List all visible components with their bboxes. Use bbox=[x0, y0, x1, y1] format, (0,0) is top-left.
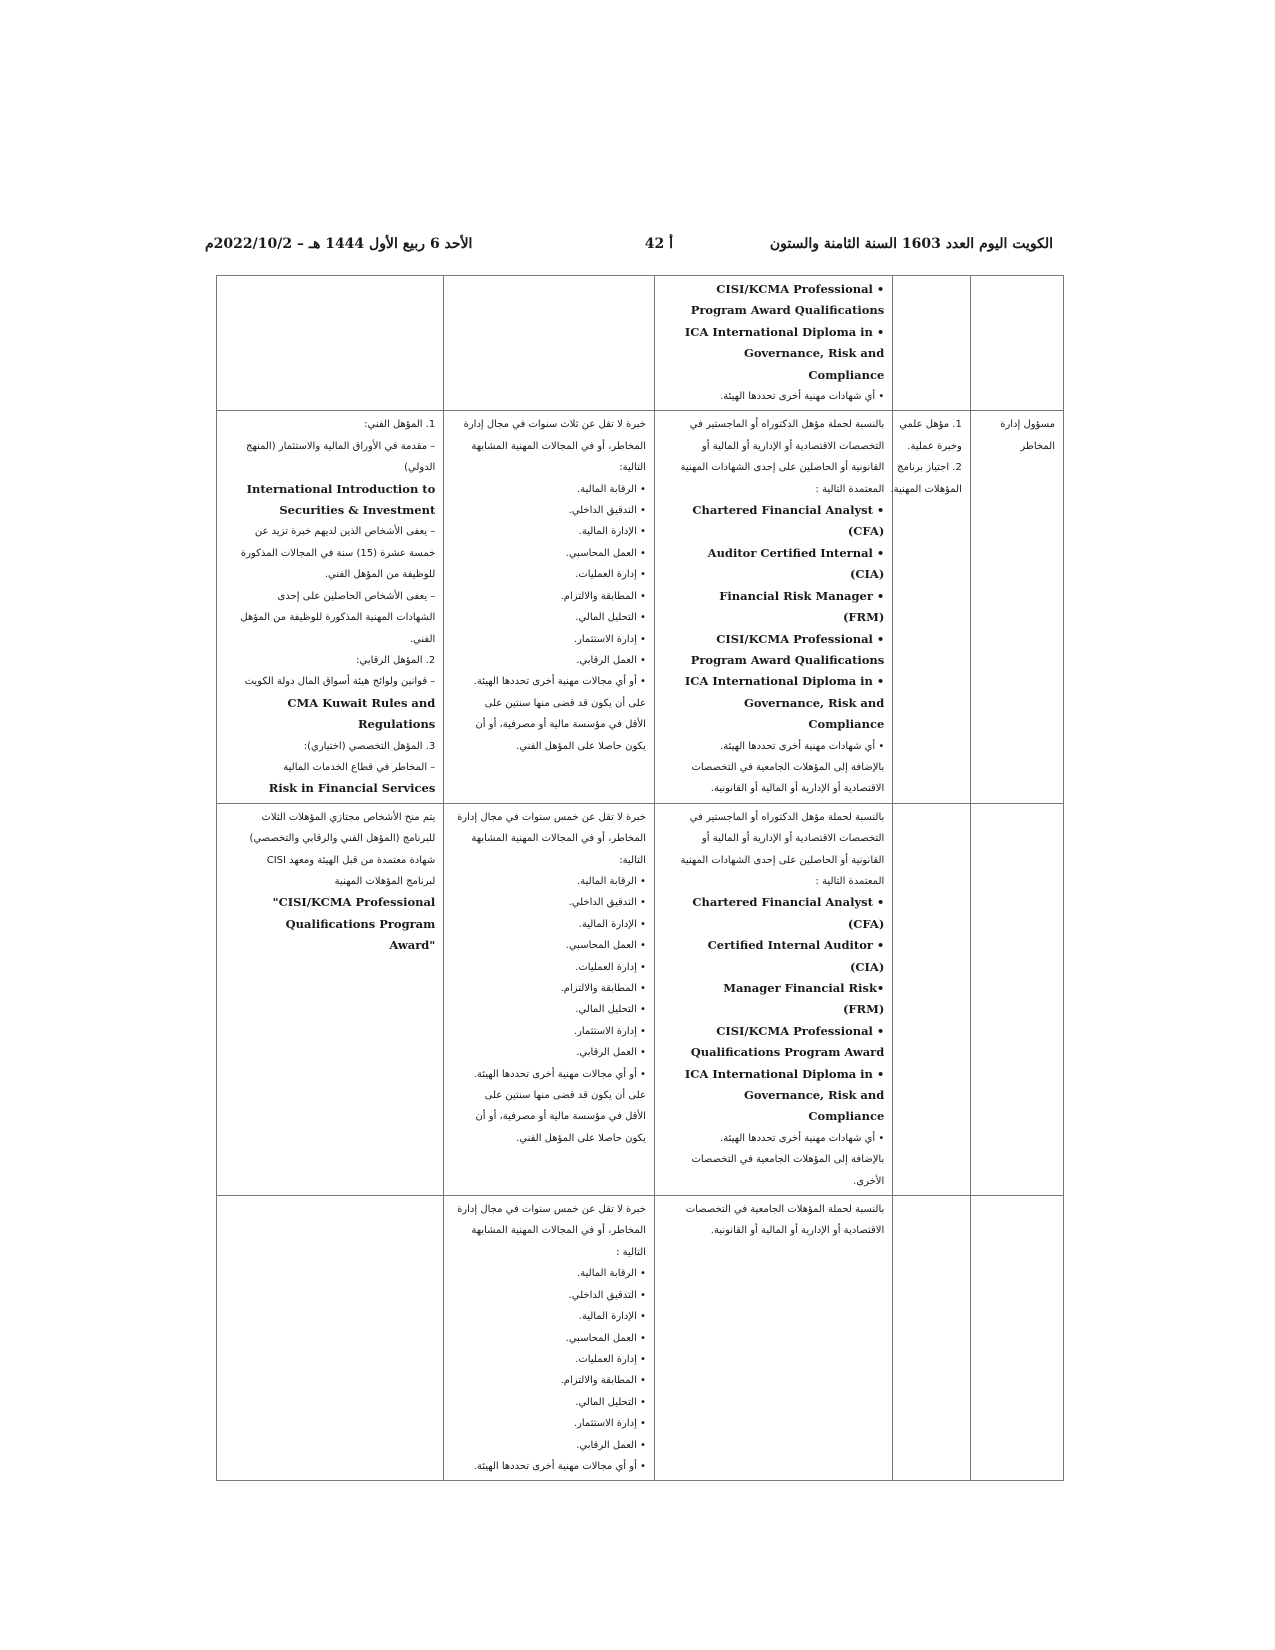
text-line: المعتمدة التالية : bbox=[815, 483, 885, 495]
certification-line: Compliance bbox=[808, 717, 885, 732]
certification-line: Auditor Certified Internal • bbox=[707, 545, 885, 560]
certification-line: (FRM) bbox=[842, 1002, 885, 1017]
text-line: المخاطر bbox=[1020, 440, 1055, 452]
text-line: • العمل المحاسبي. bbox=[565, 1332, 646, 1344]
text-line: • إدارة العمليات. bbox=[575, 1353, 646, 1365]
cell-requirements bbox=[890, 411, 971, 803]
certification-line: (CIA) bbox=[849, 959, 885, 974]
text-line: • المطابقة والالتزام. bbox=[560, 1375, 646, 1387]
text-line: لبرنامج المؤهلات المهنية bbox=[334, 875, 436, 887]
certification-line: Program Award Qualifications bbox=[690, 652, 885, 667]
certification-line: ICA International Diploma in • bbox=[684, 674, 885, 689]
text-line: التخصصات الاقتصادية أو الإدارية أو المالية أو bbox=[701, 440, 885, 452]
text-line: 2. المؤهل الرقابي: bbox=[356, 654, 436, 666]
cell-academic-qualifications bbox=[654, 276, 892, 411]
certification-line: Compliance bbox=[808, 367, 885, 382]
cell-academic-qualifications bbox=[654, 411, 892, 803]
text-line: مسؤول إدارة bbox=[1000, 419, 1055, 431]
text-line: • إدارة الاستثمار. bbox=[573, 1418, 646, 1430]
cell-requirements bbox=[893, 276, 971, 411]
certification-line: "CISI/KCMA Professional bbox=[272, 895, 436, 910]
text-line: • الرقابة المالية. bbox=[577, 1268, 646, 1280]
text-line: • إدارة العمليات. bbox=[575, 569, 646, 581]
text-line: يكون حاصلا على المؤهل الفني. bbox=[516, 740, 646, 752]
text-line: التالية: bbox=[619, 854, 646, 866]
text-line: 2. اجتياز برنامج bbox=[897, 462, 962, 474]
certification-line: Regulations bbox=[358, 717, 436, 732]
text-line: • إدارة الاستثمار. bbox=[573, 633, 646, 645]
text-line: الأقل في مؤسسة مالية أو مصرفية، أو أن bbox=[475, 1111, 646, 1123]
text-line: على أن يكون قد قضى منها سنتين على bbox=[484, 697, 646, 709]
certification-line: ICA International Diploma in • bbox=[684, 1066, 885, 1081]
text-line: التالية : bbox=[616, 1246, 646, 1258]
certification-line: Chartered Financial Analyst • bbox=[692, 503, 885, 518]
certification-line: CISI/KCMA Professional • bbox=[716, 631, 885, 646]
text-line: الأقل في مؤسسة مالية أو مصرفية، أو أن bbox=[475, 719, 646, 731]
text-line: يتم منح الأشخاص مجتازي المؤهلات الثلاث bbox=[261, 811, 436, 823]
text-line: • العمل الرقابي. bbox=[576, 1047, 646, 1059]
text-line: • الرقابة المالية. bbox=[577, 875, 646, 887]
certification-line: Program Award Qualifications bbox=[690, 303, 885, 318]
cell-professional-program bbox=[217, 411, 444, 803]
text-line: • أو أي مجالات مهنية أخرى تحددها الهيئة. bbox=[473, 676, 646, 688]
text-line: • المطابقة والالتزام. bbox=[560, 590, 646, 602]
text-line: • العمل الرقابي. bbox=[576, 654, 646, 666]
table-row bbox=[217, 411, 1064, 803]
certification-line: Qualifications Program bbox=[285, 916, 436, 931]
certification-line: Governance, Risk and bbox=[744, 695, 885, 710]
certification-line: (FRM) bbox=[842, 610, 885, 625]
text-line: خمسة عشرة (15) سنة في المجالات المذكورة bbox=[240, 547, 436, 559]
cell-academic-qualifications bbox=[654, 1196, 892, 1481]
text-line: • أي شهادات مهنية أخرى تحددها الهيئة. bbox=[720, 1132, 885, 1144]
table-row bbox=[217, 1196, 1064, 1481]
text-line: • أو أي مجالات مهنية أخرى تحددها الهيئة. bbox=[473, 1460, 646, 1472]
text-line: خبرة لا تقل عن ثلاث سنوات في مجال إدارة bbox=[463, 419, 646, 431]
text-line: • الإدارة المالية. bbox=[578, 526, 646, 538]
text-line: • التدقيق الداخلي. bbox=[568, 897, 646, 909]
text-line: 3. المؤهل التخصصي (اختياري): bbox=[303, 740, 436, 752]
certification-line: (CFA) bbox=[847, 524, 885, 539]
text-line: خبرة لا تقل عن خمس سنوات في مجال إدارة bbox=[457, 811, 646, 823]
gazette-title: الكويت اليوم العدد 1603 السنة الثامنة والستون bbox=[769, 236, 1053, 252]
certification-line: Chartered Financial Analyst • bbox=[692, 895, 885, 910]
certification-line: Financial Risk Manager • bbox=[719, 588, 885, 603]
text-line: • الإدارة المالية. bbox=[578, 1311, 646, 1323]
cell-experience bbox=[444, 803, 655, 1195]
cell-job-title bbox=[970, 411, 1063, 803]
text-line: شهادة معتمدة من قبل الهيئة ومعهد CISI bbox=[266, 854, 436, 866]
table-row bbox=[217, 276, 1064, 411]
text-line: بالإضافة إلى المؤهلات الجامعية في التخصصات bbox=[691, 1154, 885, 1166]
text-line: • أي شهادات مهنية أخرى تحددها الهيئة. bbox=[720, 391, 885, 403]
certification-line: Qualifications Program Award bbox=[690, 1045, 885, 1060]
text-line: – مقدمة في الأوراق المالية والاستثمار (المنهج bbox=[246, 440, 436, 452]
text-line: يكون حاصلا على المؤهل الفني. bbox=[516, 1132, 646, 1144]
cell-job-title bbox=[970, 1196, 1063, 1481]
certification-line: International Introduction to bbox=[246, 481, 436, 496]
cell-professional-program bbox=[217, 276, 444, 411]
cell-experience bbox=[444, 411, 655, 803]
text-line: المخاطر، أو في المجالات المهنية المشابهة bbox=[471, 833, 646, 845]
certification-line: Governance, Risk and bbox=[744, 1088, 885, 1103]
issue-date: الأحد 6 ربيع الأول 1444 هـ – 2022/10/2م bbox=[205, 236, 473, 252]
text-line: بالنسبة لحملة مؤهل الدكتوراه أو الماجستير في bbox=[689, 419, 885, 431]
text-line: • التدقيق الداخلي. bbox=[568, 1289, 646, 1301]
cell-experience bbox=[444, 1196, 655, 1481]
certification-line: Award" bbox=[389, 938, 436, 953]
text-line: الشهادات المهنية المذكورة للوظيفة من المؤهل bbox=[240, 612, 436, 624]
text-line: • التحليل المالي. bbox=[575, 612, 646, 624]
text-line: • العمل الرقابي. bbox=[576, 1439, 646, 1451]
text-line: – يعفى الأشخاص الحاصلين على إحدى bbox=[277, 590, 436, 602]
qualifications-table bbox=[216, 275, 1064, 1481]
text-line: • العمل المحاسبي. bbox=[565, 547, 646, 559]
text-line: القانونية أو الحاصلين على إحدى الشهادات المهنية bbox=[680, 854, 885, 866]
certification-line: (CIA) bbox=[849, 567, 885, 582]
cell-requirements bbox=[893, 803, 971, 1195]
text-line: • التدقيق الداخلي. bbox=[568, 505, 646, 517]
page-number: أ 42 bbox=[644, 236, 673, 252]
table-row bbox=[217, 803, 1064, 1195]
text-line: • أو أي مجالات مهنية أخرى تحددها الهيئة. bbox=[473, 1068, 646, 1080]
cell-job-title bbox=[970, 276, 1063, 411]
text-line: • العمل المحاسبي. bbox=[565, 940, 646, 952]
text-line: • إدارة الاستثمار. bbox=[573, 1025, 646, 1037]
text-line: 1. المؤهل الفني: bbox=[364, 419, 436, 431]
text-line: للوظيفة من المؤهل الفني. bbox=[324, 569, 436, 581]
certification-line: CISI/KCMA Professional • bbox=[716, 1023, 885, 1038]
text-line: • الإدارة المالية. bbox=[578, 918, 646, 930]
certification-line: Risk in Financial Services bbox=[268, 781, 436, 796]
page-header bbox=[205, 236, 1053, 260]
cell-professional-program bbox=[217, 1196, 444, 1481]
certification-line: CMA Kuwait Rules and bbox=[287, 695, 436, 710]
text-line: المعتمدة التالية : bbox=[815, 875, 885, 887]
text-line: وخبرة عملية. bbox=[907, 440, 962, 452]
text-line: للبرنامج (المؤهل الفني والرقابي والتخصصي) bbox=[249, 833, 436, 845]
certification-line: CISI/KCMA Professional • bbox=[716, 282, 885, 296]
text-line: بالإضافة إلى المؤهلات الجامعية في التخصصات bbox=[691, 761, 885, 773]
certification-line: Certified Internal Auditor • bbox=[707, 938, 885, 953]
text-line: خبرة لا تقل عن خمس سنوات في مجال إدارة bbox=[457, 1204, 646, 1216]
text-line: الدولي) bbox=[404, 462, 436, 474]
certification-line: Manager Financial Risk• bbox=[723, 981, 885, 995]
cell-professional-program bbox=[217, 803, 444, 1195]
certification-line: Compliance bbox=[808, 1109, 885, 1124]
text-line: الأخرى. bbox=[853, 1175, 885, 1187]
text-line: القانونية أو الحاصلين على إحدى الشهادات المهنية bbox=[680, 462, 885, 474]
certification-line: Securities & Investment bbox=[279, 503, 436, 518]
cell-requirements bbox=[893, 1196, 971, 1481]
text-line: على أن يكون قد قضى منها سنتين على bbox=[484, 1090, 646, 1102]
text-line: المؤهلات المهنية. bbox=[890, 483, 962, 495]
text-line: • التحليل المالي. bbox=[575, 1004, 646, 1016]
text-line: المخاطر، أو في المجالات المهنية المشابهة bbox=[471, 440, 646, 452]
text-line: – المخاطر في قطاع الخدمات المالية bbox=[283, 761, 436, 773]
text-line: الاقتصادية أو الإدارية أو المالية أو القانونية. bbox=[710, 783, 885, 795]
text-line: الاقتصادية أو الإدارية أو المالية أو القانونية. bbox=[710, 1225, 885, 1237]
text-line: • أي شهادات مهنية أخرى تحددها الهيئة. bbox=[720, 740, 885, 752]
text-line: – يعفى الأشخاص الذين لديهم خبرة تزيد عن bbox=[254, 526, 436, 538]
certification-line: ICA International Diploma in • bbox=[684, 324, 885, 339]
text-line: • التحليل المالي. bbox=[575, 1396, 646, 1408]
text-line: • المطابقة والالتزام. bbox=[560, 983, 646, 994]
text-line: بالنسبة لحملة مؤهل الدكتوراه أو الماجستير في bbox=[689, 811, 885, 823]
text-line: • إدارة العمليات. bbox=[575, 961, 646, 973]
text-line: المخاطر، أو في المجالات المهنية المشابهة bbox=[471, 1225, 646, 1237]
certification-line: (CFA) bbox=[847, 916, 885, 931]
text-line: التخصصات الاقتصادية أو الإدارية أو المالية أو bbox=[701, 833, 885, 845]
text-line: 1. مؤهل علمي bbox=[899, 419, 962, 431]
text-line: – قوانين ولوائح هيئة أسواق المال دولة الكويت bbox=[244, 676, 436, 688]
cell-experience bbox=[444, 276, 655, 411]
text-line: • الرقابة المالية. bbox=[577, 483, 646, 495]
cell-job-title bbox=[970, 803, 1063, 1195]
text-line: التالية: bbox=[619, 462, 646, 474]
text-line: بالنسبة لحملة المؤهلات الجامعية في التخصصات bbox=[685, 1204, 885, 1216]
text-line: الفني. bbox=[409, 633, 436, 645]
cell-academic-qualifications bbox=[654, 803, 892, 1195]
certification-line: Governance, Risk and bbox=[744, 346, 885, 361]
